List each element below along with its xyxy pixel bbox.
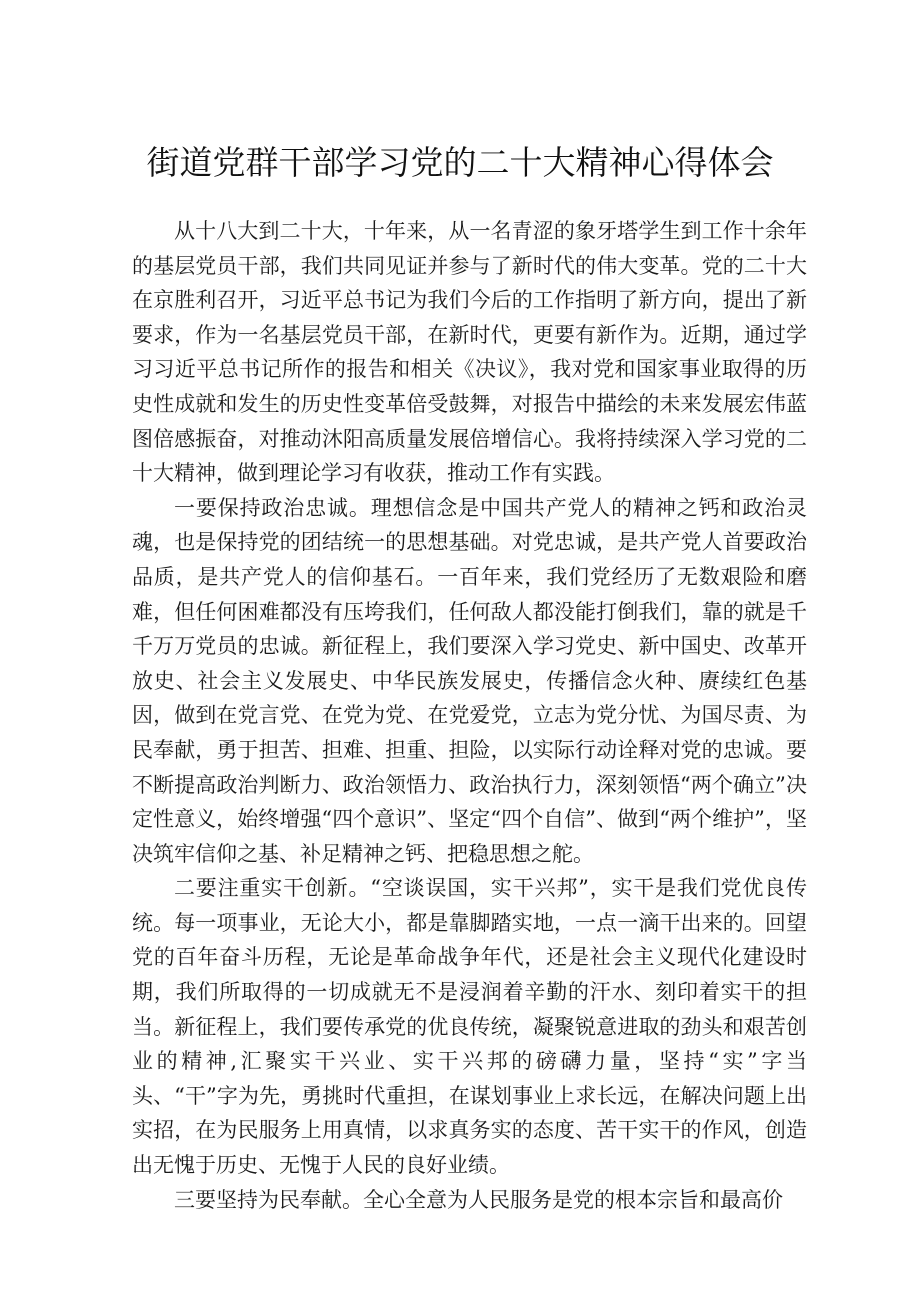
paragraph-political-loyalty: 一要保持政治忠诚。理想信念是中国共产党人的精神之钙和政治灵魂，也是保持党的团结统一的思想基础。对党忠诚，是共产党人首要政治品质，是共产党人的信仰基石。一百年来，我们党经历了无数艰险和磨难，但任何困难都没有压垮我们，任何敌人都没能打倒我们，靠的就是千千万万党员的忠诚。新征程上，我们要深入学习党史、新中国史、改革开放史、社会主义发展史、中华民族发展史，传播信念火种、赓续红色基因，做到在党言党、在党为党、在党爱党，立志为党分忧、为国尽责、为民奉献，勇于担苦、担难、担重、担险，以实际行动诠释对党的忠诚。要不断提高政治判断力、政治领悟力、政治执行力，深刻领悟“两个确立”决定性意义，始终增强“四个意识”、坚定“四个自信”、做到“两个维护”，坚决筑牢信仰之基、补足精神之钙、把稳思想之舵。	[132, 495, 807, 866]
paragraph-intro: 从十八大到二十大，十年来，从一名青涩的象牙塔学生到工作十余年的基层党员干部，我们共同见证并参与了新时代的伟大变革。党的二十大在京胜利召开，习近平总书记为我们今后的工作指明了新方向，提出了新要求，作为一名基层党员干部，在新时代，更要有新作为。近期，通过学习习近平总书记所作的报告和相关《决议》，我对党和国家事业取得的历史性成就和发生的历史性变革倍受鼓舞，对报告中描绘的未来发展宏伟蓝图倍感振奋，对推动沐阳高质量发展倍增信心。我将持续深入学习党的二十大精神，做到理论学习有收获，推动工作有实践。	[132, 219, 807, 486]
document-title: 街道党群干部学习党的二十大精神心得体会	[146, 143, 774, 182]
document-body	[132, 214, 807, 1217]
paragraph-serve-people: 三要坚持为民奉献。全心全意为人民服务是党的根本宗旨和最高价	[174, 1187, 783, 1212]
paragraph-practical-innovation: 二要注重实干创新。“空谈误国，实干兴邦”，实干是我们党优良传统。每一项事业，无论大小，都是靠脚踏实地，一点一滴干出来的。回望党的百年奋斗历程，无论是革命战争年代，还是社会主义现代化建设时期，我们所取得的一切成就无不是浸润着辛勤的汗水、刻印着实干的担当。新征程上，我们要传承党的优良传统，凝聚锐意进取的劲头和艰苦创业的精神,汇聚实干兴业、实干兴邦的磅礴力量，坚持“实”字当头、“干”字为先，勇挑时代重担，在谋划事业上求长远，在解决问题上出实招，在为民服务上用真情，以求真务实的态度、苦干实干的作风，创造出无愧于历史、无愧于人民的良好业绩。	[132, 876, 807, 1178]
